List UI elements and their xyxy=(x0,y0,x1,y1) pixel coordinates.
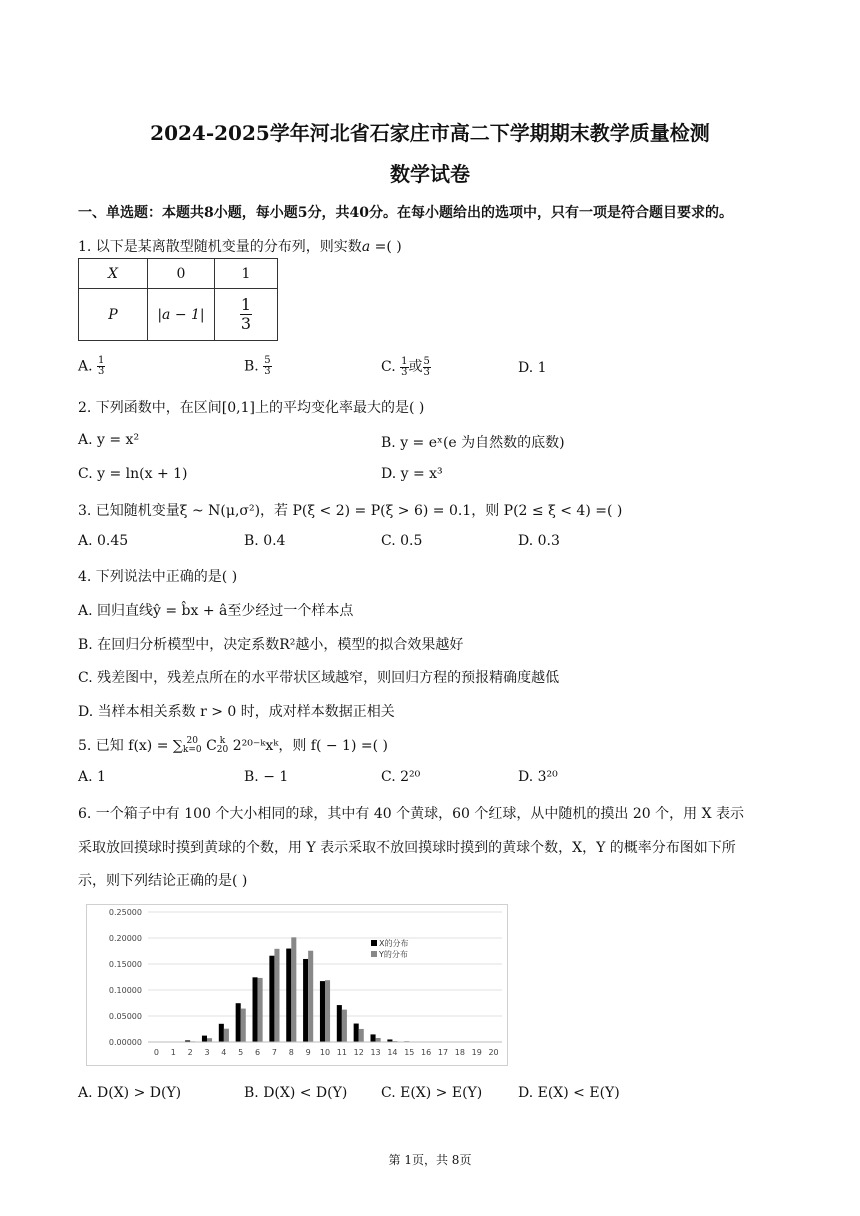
bar-y-6 xyxy=(258,978,263,1042)
y-tick-label: 0.05000 xyxy=(108,1012,142,1021)
paper-title: 2024-2025学年河北省石家庄市高二下学期期末教学质量检测 xyxy=(150,121,710,145)
option-b: B. 0.4 xyxy=(244,533,286,549)
bar-y-5 xyxy=(241,1009,246,1042)
option-c: C. 残差图中，残差点所在的水平带状区域越窄，则回归方程的预报精确度越低 xyxy=(78,670,560,686)
option-b: B. D(X) < D(Y) xyxy=(244,1085,348,1101)
option-c: C. 2²⁰ xyxy=(381,769,421,785)
bar-x-10 xyxy=(320,981,325,1042)
option-a: A. D(X) > D(Y) xyxy=(78,1085,182,1101)
option-d: D. 3²⁰ xyxy=(518,769,558,785)
option-b: B. 在回归分析模型中，决定系数R²越小，模型的拟合效果越好 xyxy=(78,637,464,653)
chart-frame xyxy=(87,905,508,1066)
x-tick-label: 10 xyxy=(319,1048,331,1057)
bar-x-9 xyxy=(303,959,308,1042)
bar-x-3 xyxy=(202,1036,207,1042)
question-4-stem: 4. 下列说法中正确的是( ) xyxy=(78,569,238,585)
table-cell: $\frac{1}{3}$ xyxy=(215,289,278,341)
option-a: A. 0.45 xyxy=(78,533,129,549)
bar-y-3 xyxy=(207,1038,212,1042)
option-a: A. $\frac{1}{3}$ xyxy=(78,355,105,377)
x-tick-label: 13 xyxy=(370,1048,381,1057)
bar-x-6 xyxy=(253,977,258,1042)
x-tick-label: 0 xyxy=(153,1048,159,1057)
option-c: C. E(X) > E(Y) xyxy=(381,1085,483,1101)
x-tick-label: 4 xyxy=(221,1048,227,1057)
page-footer: 第 1页，共 8页 xyxy=(388,1153,472,1167)
option-d: D. 当样本相关系数 r > 0 时，成对样本数据正相关 xyxy=(78,704,395,720)
table-cell: 1 xyxy=(215,259,278,289)
option-b: B. − 1 xyxy=(244,769,289,785)
bar-y-7 xyxy=(274,949,279,1042)
x-tick-label: 14 xyxy=(387,1048,398,1057)
x-tick-label: 12 xyxy=(353,1048,364,1057)
option-a: A. 1 xyxy=(78,769,106,785)
option-a: A. y = x² xyxy=(78,432,140,448)
option-d: D. E(X) < E(Y) xyxy=(518,1085,620,1101)
bar-y-10 xyxy=(325,980,330,1042)
x-tick-label: 17 xyxy=(437,1048,449,1057)
x-tick-label: 7 xyxy=(271,1048,277,1057)
legend-label: Y的分布 xyxy=(379,950,408,959)
y-tick-label: 0.15000 xyxy=(108,960,142,969)
bar-y-13 xyxy=(376,1038,381,1042)
bar-x-12 xyxy=(354,1024,359,1042)
bar-x-4 xyxy=(219,1024,224,1042)
x-tick-label: 5 xyxy=(238,1048,244,1057)
legend-swatch xyxy=(371,940,377,946)
question-2-stem: 2. 下列函数中，在区间[0,1]上的平均变化率最大的是( ) xyxy=(78,400,425,416)
x-tick-label: 20 xyxy=(488,1048,499,1057)
option-b: B. y = eˣ(e 为自然数的底数) xyxy=(381,435,565,451)
x-tick-label: 19 xyxy=(471,1048,482,1057)
option-d: D. 0.3 xyxy=(518,533,560,549)
option-a: A. 回归直线ŷ = b̂x + â至少经过一个样本点 xyxy=(78,603,354,619)
bar-y-4 xyxy=(224,1029,229,1042)
bar-x-13 xyxy=(371,1034,376,1042)
option-c: C. $\frac{1}{3}$ 或 $\frac{5}{3}$ xyxy=(381,355,430,378)
question-1-stem: 1. 以下是某离散型随机变量的分布列，则实数a =( ) xyxy=(78,239,402,255)
bar-y-12 xyxy=(359,1029,364,1042)
table-cell: |a − 1| xyxy=(157,306,205,323)
bar-y-8 xyxy=(291,937,296,1042)
option-d: D. y = x³ xyxy=(381,466,443,482)
bar-x-11 xyxy=(337,1005,342,1042)
x-tick-label: 8 xyxy=(288,1048,294,1057)
probability-distribution-chart xyxy=(86,904,508,1066)
x-tick-label: 16 xyxy=(421,1048,432,1057)
table-cell: 0 xyxy=(148,259,215,289)
table-cell: X xyxy=(108,265,118,282)
y-tick-label: 0.25000 xyxy=(108,908,142,917)
x-tick-label: 1 xyxy=(170,1048,176,1057)
x-tick-label: 15 xyxy=(404,1048,415,1057)
x-tick-label: 9 xyxy=(305,1048,311,1057)
bar-x-7 xyxy=(269,956,274,1042)
legend-swatch xyxy=(371,951,377,957)
x-tick-label: 3 xyxy=(204,1048,210,1057)
legend-label: X的分布 xyxy=(379,939,409,948)
question-3-stem: 3. 已知随机变量ξ ~ N(μ,σ²)，若 P(ξ < 2) = P(ξ > 6) = 0.1，则 P(2 ≤ ξ < 4) =( ) xyxy=(78,503,623,519)
table-cell: P xyxy=(108,306,118,323)
y-tick-label: 0.20000 xyxy=(108,934,142,943)
bar-y-11 xyxy=(342,1010,347,1042)
bar-y-9 xyxy=(308,951,313,1042)
x-tick-label: 2 xyxy=(187,1048,193,1057)
question-6-stem-line2: 采取放回摸球时摸到黄球的个数，用 Y 表示采取不放回摸球时摸到的黄球个数，X，Y 的概率分布图如下所 xyxy=(78,840,736,856)
paper-subtitle: 数学试卷 xyxy=(390,162,470,186)
option-c: C. y = ln(x + 1) xyxy=(78,466,188,482)
section-heading: 一、单选题：本题共8小题，每小题5分，共40分。在每小题给出的选项中，只有一项是符合题目要求的。 xyxy=(78,205,733,221)
option-d: D. 1 xyxy=(518,360,547,376)
x-tick-label: 11 xyxy=(336,1048,347,1057)
option-c: C. 0.5 xyxy=(381,533,423,549)
option-b: B. $\frac{5}{3}$ xyxy=(244,355,271,377)
y-tick-label: 0.10000 xyxy=(108,986,142,995)
y-tick-label: 0.00000 xyxy=(108,1038,142,1047)
x-tick-label: 18 xyxy=(454,1048,465,1057)
question-6-stem-line3: 示，则下列结论正确的是( ) xyxy=(78,873,248,889)
distribution-table xyxy=(78,258,278,341)
question-5-stem: 5. 已知 f(x) = ∑ 20 k=0 C k 20 2²⁰⁻ᵏxᵏ，则 f( − 1) =( ) xyxy=(78,736,388,755)
x-tick-label: 6 xyxy=(255,1048,261,1057)
question-6-stem-line1: 6. 一个箱子中有 100 个大小相同的球，其中有 40 个黄球，60 个红球，从中随机的摸出 20 个，用 X 表示 xyxy=(78,806,744,822)
bar-x-8 xyxy=(286,949,291,1042)
bar-x-5 xyxy=(236,1003,241,1042)
